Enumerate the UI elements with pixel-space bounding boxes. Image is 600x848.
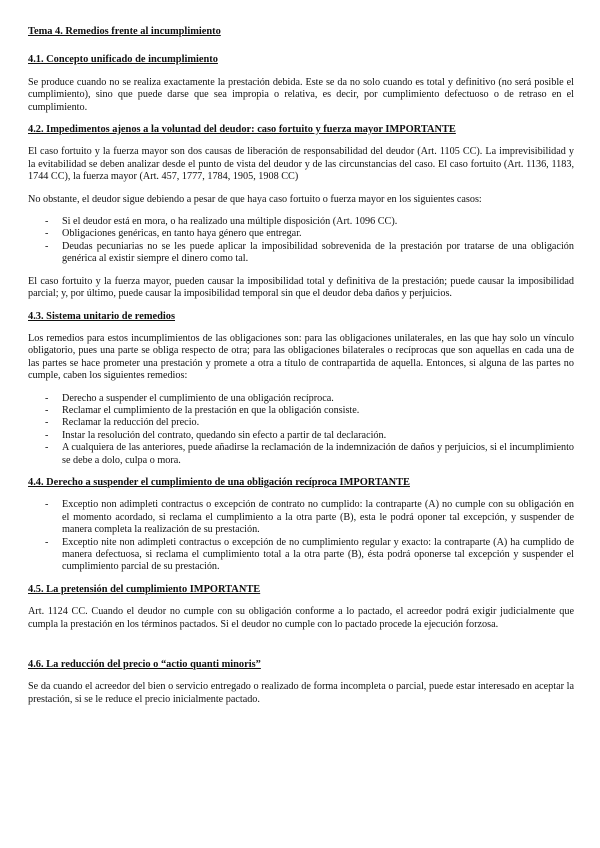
paragraph: El caso fortuito y la fuerza mayor son dos causas de liberación de responsabilidad del deudor (Art. 1105 CC). La imprevisibilidad y la evitabilidad se deben analizar desde el punto de vista del deudor y de las circunstancias del caso. El caso fortuito (Art. 1136, 1183, 1744 CC), la fuerza mayor (Art. 457, 1777, 1784, 1905, 1908 CC) <box>28 146 574 183</box>
section-heading: 4.5. La pretensión del cumplimiento IMPORTANTE <box>28 583 261 595</box>
section-4-5 <box>28 584 574 631</box>
section-4-1 <box>28 54 574 114</box>
list-item: - Reclamar el cumplimiento de la prestación en que la obligación consiste. <box>28 405 574 417</box>
paragraph: No obstante, el deudor sigue debiendo a pesar de que haya caso fortuito o fuerza mayor en los siguientes casos: <box>28 193 482 205</box>
document-page <box>28 26 574 716</box>
section-heading: 4.3. Sistema unitario de remedios <box>28 310 176 322</box>
paragraph: Se da cuando el acreedor del bien o servicio entregado o realizado de forma incompleta o parcial, puede estar interesado en aceptar la prestación, si se le reduce el precio inicialmente pactado. <box>28 681 574 705</box>
paragraph: Los remedios para estos incumplimientos de las obligaciones son: para las obligaciones unilaterales, en las que hay solo un vínculo obligatorio, pues una parte se obliga respecto de otra; para las obligaciones bilaterales o recíprocas que son aquellas en cada una de las partes se hace prometer una prestación y promete a otra a título de contrapartida de aquella. Entonces, si alguna de las partes no cumple, caben los siguientes remedios: <box>28 332 574 382</box>
section-4-4 <box>28 477 574 574</box>
section-heading: 4.6. La reducción del precio o “actio quanti minoris” <box>28 659 261 671</box>
bullet-list <box>28 393 574 467</box>
section-heading: 4.1. Concepto unificado de incumplimiento <box>28 54 218 66</box>
document-title: Tema 4. Remedios frente al incumplimiento <box>28 26 221 37</box>
list-item: - Exceptio nite non adimpleti contractus o excepción de no cumplimiento regular y exacto: la contraparte (A) ha cumplido de manera defectuosa, si reclama el cumplimiento total a la otra parte (B), ésta podrá oponerse tal excepción y suspender el cumplimiento parcial de su prestación. <box>28 537 574 574</box>
bullet-list <box>28 499 574 573</box>
section-heading: 4.4. Derecho a suspender el cumplimiento de una obligación recíproca IMPORTANTE <box>28 476 410 488</box>
list-item: - Exceptio non adimpleti contractus o excepción de contrato no cumplido: la contraparte (A) no cumple con su obligación en el momento acordado, si reclama el cumplimiento a la otra parte (B), esta le podrá oponer tal excepción, y suspender de manera completa la realización de su prestación. <box>28 499 574 536</box>
spacer <box>28 641 574 659</box>
section-4-6 <box>28 659 574 706</box>
list-item: - Si el deudor está en mora, o ha realizado una múltiple disposición (Art. 1096 CC). <box>28 216 574 228</box>
bullet-list <box>28 216 574 266</box>
list-item: - Instar la resolución del contrato, quedando sin efecto a partir de tal declaración. <box>28 430 574 442</box>
list-item: - A cualquiera de las anteriores, puede añadirse la reclamación de la indemnización de daños y perjuicios, si el incumplimiento se debe a dolo, culpa o mora. <box>28 442 574 467</box>
list-item: - Derecho a suspender el cumplimiento de una obligación recíproca. <box>28 393 574 405</box>
list-item: - Deudas pecuniarias no se les puede aplicar la imposibilidad sobrevenida de la prestación por tratarse de una obligación genérica al existir siempre el dinero como tal. <box>28 241 574 266</box>
list-item: - Obligaciones genéricas, en tanto haya género que entregar. <box>28 228 574 240</box>
section-4-3 <box>28 311 574 467</box>
paragraph: Se produce cuando no se realiza exactamente la prestación debida. Este se da no solo cuando es total y definitivo (no será posible el cumplimiento), sino que puede darse que sea impropia o relativa, es decir, por cumplimiento defectuoso o de retraso en el cumplimiento. <box>28 76 574 113</box>
section-heading: 4.2. Impedimentos ajenos a la voluntad del deudor: caso fortuito y fuerza mayor IMPORTANTE <box>28 124 456 136</box>
paragraph: El caso fortuito y la fuerza mayor, pueden causar la imposibilidad total y definitiva de la prestación; puede causar la imposibilidad parcial; y, por último, puede causar la imposibilidad temporal sin que el deudor deba daños y perjuicios. <box>28 275 574 300</box>
section-4-2 <box>28 124 574 300</box>
paragraph: Art. 1124 CC. Cuando el deudor no cumple con su obligación conforme a lo pactado, el acreedor podrá exigir judicialmente que cumpla la prestación en los términos pactados. Si el deudor no cumple con lo pactado procede la ejecución forzosa. <box>28 606 574 630</box>
list-item: - Reclamar la reducción del precio. <box>28 417 574 429</box>
